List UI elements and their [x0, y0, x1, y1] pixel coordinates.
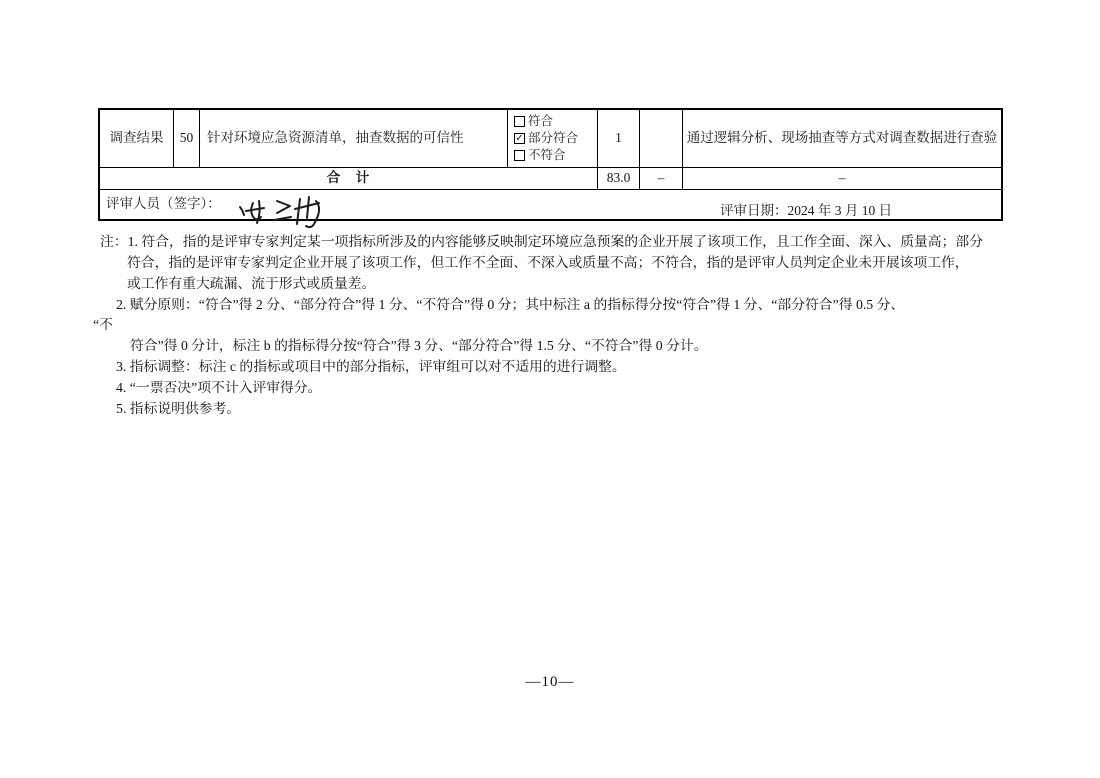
options-cell — [508, 110, 598, 168]
option-label: 不符合 — [528, 147, 566, 162]
note-line-8: 4. “一票否决”项不计入评审得分。 — [116, 380, 322, 395]
total-score-cell: 83.0 — [598, 168, 640, 190]
score-cell: 1 — [598, 110, 640, 168]
note-line-3: 或工作有重大疏漏、流于形式或质量差。 — [127, 276, 376, 291]
handwritten-signature — [232, 192, 347, 234]
note-line-7: 3. 指标调整：标注 c 的指标或项目中的部分指标，评审组可以对不适用的进行调整。 — [116, 359, 626, 374]
evaluation-table — [98, 108, 1003, 221]
total-deduction-cell: – — [640, 168, 683, 190]
note-line-1: 注：1. 符合，指的是评审专家判定某一项指标所涉及的内容能够反映制定环境应急预案的企业开展了该项工作，且工作全面、深入、质量高；部分 — [100, 234, 983, 249]
checkbox-checked-icon: ✓ — [515, 132, 524, 144]
option-label: 符合 — [528, 113, 554, 128]
option-label: 部分符合 — [528, 130, 579, 145]
note-line-6: 符合”得 0 分计，标注 b 的指标得分按“符合”得 3 分、“部分符合”得 1.5 分、“不符合”得 0 分计。 — [130, 338, 708, 353]
signer-label: 评审人员（签字）： — [106, 196, 221, 211]
deduction-cell — [640, 110, 683, 168]
note-line-4: 2. 赋分原则：“符合”得 2 分、“部分符合”得 1 分、“不符合”得 0 分；其中标注 a 的指标得分按“符合”得 1 分、“部分符合”得 0.5 分、 — [116, 297, 905, 312]
note-line-5: “不 — [93, 317, 113, 332]
page-number: —10— — [525, 674, 575, 690]
serial-cell: 50 — [174, 110, 200, 168]
option-nonconform — [514, 147, 566, 164]
option-partial-conform — [514, 130, 578, 147]
option-conform — [514, 113, 553, 130]
review-date: 评审日期：2024 年 3 月 10 日 — [720, 203, 893, 218]
indicator-cell: 针对环境应急资源清单，抽查数据的可信性 — [200, 110, 508, 168]
remark-cell: 通过逻辑分析、现场抽查等方式对调查数据进行查验 — [683, 110, 1001, 168]
total-remark-cell: – — [683, 168, 1001, 190]
category-cell: 调查结果 — [100, 110, 174, 168]
signature-row — [100, 190, 1001, 219]
note-line-9: 5. 指标说明供参考。 — [116, 401, 241, 416]
total-label-cell: 合 计 — [100, 168, 598, 190]
checkbox-unchecked-icon — [514, 116, 525, 127]
checkbox-unchecked-icon — [514, 150, 525, 161]
note-line-2: 符合，指的是评审专家判定企业开展了该项工作，但工作不全面、不深入或质量不高；不符合，指的是评审人员判定企业未开展该项工作， — [127, 255, 969, 270]
